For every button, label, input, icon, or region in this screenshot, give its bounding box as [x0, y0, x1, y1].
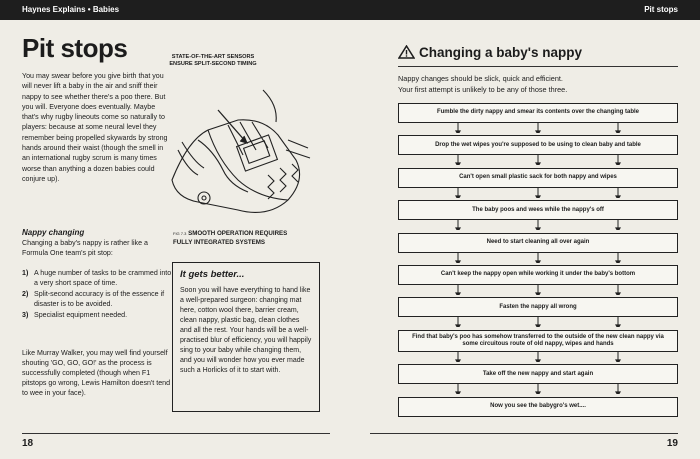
arrow-head	[615, 392, 621, 395]
intro-paragraph: You may swear before you give birth that you will never lift a baby in the air and sniff their nappy to see whether there's a poo there. But you will. Everyone does eventually. Maybe that's why rugby lineouts come so naturally to players: because at some neural level they remember being propelled skywards by strong hands around their waist (though the smell in an international rugby scrum is many times worse than anything a dozen babies could conjure up).	[22, 72, 168, 183]
intro-line-1: Nappy changes should be slick, quick and efficient.	[398, 74, 563, 83]
illustration-caption-top: STATE-OF-THE-ART SENSORS ENSURE SPLIT-SECOND TIMING	[169, 54, 257, 67]
footer-divider-left	[22, 433, 330, 434]
arrow-head	[535, 325, 541, 328]
arrow-head	[615, 292, 621, 295]
caption-line-2: FULLY INTEGRATED SYSTEMS	[173, 238, 266, 246]
flow-arrows	[398, 317, 678, 327]
arrow-head	[615, 228, 621, 231]
arrow-head	[535, 260, 541, 263]
box-text: Soon you will have everything to hand like a well-prepared surgeon: changing mat here, cotton wool there, barrier cream, clean nappy, plastic bag, clean clothes and all the rest. Your hands will be a well-practised blur of efficiency, you will happily sing to your baby while changing them, and you will wonder how you ever made such a Horlicks of it to start with.	[180, 287, 312, 374]
figure-number: FIG 7.3	[173, 231, 187, 236]
flow-arrows	[398, 155, 678, 165]
flow-arrows	[398, 188, 678, 198]
header-bar	[0, 0, 700, 20]
chapter-title: Pit stops	[644, 5, 678, 14]
arrow-head	[615, 195, 621, 198]
arrow-head	[615, 325, 621, 328]
flow-step: Find that baby's poo has somehow transferred to the outside of the new clean nappy via some circuitous route of old nappy, wipes and hands	[398, 330, 678, 352]
flow-step: Take off the new nappy and start again	[398, 364, 678, 384]
intro-line-2: Your first attempt is unlikely to be any of those three.	[398, 85, 568, 94]
flow-step: The baby poos and wees while the nappy's off	[398, 200, 678, 220]
flow-arrows	[398, 352, 678, 362]
flow-step: Can't open small plastic sack for both nappy and wipes	[398, 168, 678, 188]
list-item: 2) Split-second accuracy is of the essence if disaster is to be avoided.	[22, 290, 165, 308]
box-title: It gets better...	[180, 269, 245, 280]
flow-step: Fumble the dirty nappy and smear its contents over the changing table	[398, 103, 678, 123]
arrow-head	[455, 228, 461, 231]
arrow-head	[615, 130, 621, 133]
arrow-head	[455, 130, 461, 133]
arrow-head	[535, 195, 541, 198]
arrow-head	[455, 260, 461, 263]
arrow-head	[615, 359, 621, 362]
flow-step: Drop the wet wipes you're supposed to be using to clean baby and table	[398, 135, 678, 155]
list-item: 3) Specialist equipment needed.	[22, 311, 128, 319]
flowchart-intro	[398, 73, 678, 95]
flow-step: Can't keep the nappy open while working it under the baby's bottom	[398, 265, 678, 285]
title-rule	[398, 66, 678, 67]
arrow-head	[535, 292, 541, 295]
caption-line-1: SMOOTH OPERATION REQUIRES	[188, 230, 288, 237]
flow-arrows	[398, 384, 678, 394]
illustration-caption-bottom	[173, 230, 287, 247]
page-number-left: 18	[22, 438, 34, 449]
arrow-head	[455, 163, 461, 166]
page-title: Pit stops	[22, 33, 128, 63]
arrow-head	[615, 260, 621, 263]
flow-arrows	[398, 123, 678, 133]
flow-step: Now you see the babygro's wet....	[398, 397, 678, 417]
subheading-paragraph: Changing a baby's nappy is rather like a Formula One team's pit stop:	[22, 239, 148, 257]
flow-arrows	[398, 285, 678, 295]
page-number-right: 19	[666, 438, 678, 449]
arrow-head	[535, 392, 541, 395]
flowchart-title-text: Changing a baby's nappy	[419, 45, 582, 60]
list-item: 1) A huge number of tasks to be crammed into a very short space of time.	[22, 269, 172, 287]
arrow-head	[615, 163, 621, 166]
warning-icon	[398, 45, 415, 59]
arrow-head	[455, 292, 461, 295]
arrow-head	[535, 130, 541, 133]
arrow-head	[535, 163, 541, 166]
book-title: Haynes Explains • Babies	[22, 5, 120, 14]
flow-step: Need to start cleaning all over again	[398, 233, 678, 253]
arrow-head	[535, 228, 541, 231]
murray-walker-paragraph: Like Murray Walker, you may well find yourself shouting 'GO, GO, GO!' as the process is successfully completed (though when F1 pitstops go wrong, Lewis Hamilton doesn't tend to wee in your face).	[22, 349, 171, 397]
flowchart-title	[398, 45, 582, 60]
subheading-nappy-changing: Nappy changing	[22, 228, 85, 237]
flow-step: Fasten the nappy all wrong	[398, 297, 678, 317]
arrow-head	[535, 359, 541, 362]
arrow-head	[455, 325, 461, 328]
flow-arrows	[398, 220, 678, 230]
arrow-head	[455, 392, 461, 395]
it-gets-better-box	[172, 262, 320, 412]
points-list	[22, 268, 172, 321]
engine-illustration	[168, 80, 320, 220]
arrow-head	[455, 195, 461, 198]
footer-divider-right	[370, 433, 678, 434]
arrow-head	[455, 359, 461, 362]
flow-arrows	[398, 253, 678, 263]
